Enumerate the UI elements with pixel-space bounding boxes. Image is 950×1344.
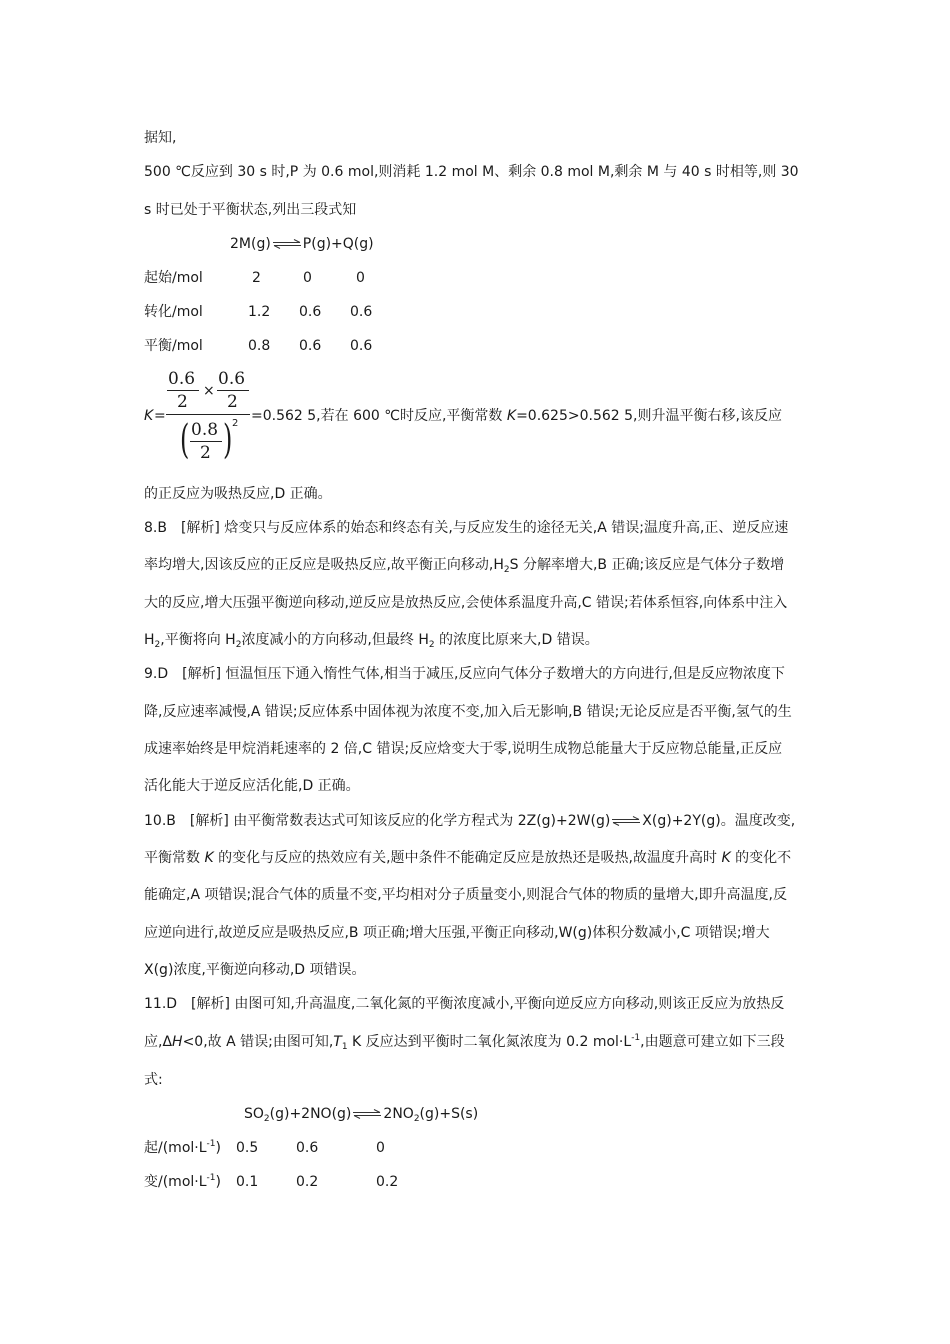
answer-11-line: 式:	[144, 1072, 163, 1088]
equation-2: $SO_2(g)+2NO(g)$ $2NO_2(g)+S(s)$	[244, 1106, 479, 1124]
table-cell: 0.6	[299, 304, 322, 320]
table-cell: 1.2	[248, 304, 271, 320]
inner-denominator: 2	[200, 443, 211, 463]
times-sign: ×	[203, 383, 215, 399]
exponent: 2	[232, 418, 239, 429]
equilibrium-arrow-icon	[352, 1109, 382, 1119]
table-cell: 0.6	[296, 1140, 319, 1156]
table-cell: 0.2	[376, 1174, 399, 1190]
k-tail: =0.562 5,若在 600 ℃时反应,平衡常数 K=0.625>0.562 5,则升温平衡右移,该反应	[251, 408, 782, 424]
right-paren: )	[223, 417, 233, 463]
table-cell: 0.8	[248, 338, 271, 354]
answer-9-line: 成速率始终是甲烷消耗速率的 2 倍,C 错误;反应焓变大于零,说明生成物总能量大于反应物总能量,正反应	[144, 741, 783, 757]
equilibrium-arrow-icon	[272, 239, 302, 249]
denominator-value: 2	[227, 392, 238, 412]
answer-10-line: 能确定,A 项错误;混合气体的质量不变,平均相对分子质量变小,则混合气体的物质的量增大,即升高温度,反	[144, 887, 787, 903]
equation-1: 2M(g) P(g)+Q(g)	[230, 236, 374, 252]
answer-10-line: X(g)浓度,平衡逆向移动,D 项错误。	[144, 962, 366, 978]
denominator-value: 2	[177, 392, 188, 412]
table-cell: 0.5	[236, 1140, 259, 1156]
answer-9-line: 降,反应速率减慢,A 错误;反应体系中固体视为浓度不变,加入后无影响,B 错误;无论反应是否平衡,氢气的生	[144, 704, 792, 720]
row-label: 平衡/mol	[144, 338, 203, 354]
numerator-value: 0.6	[218, 369, 246, 389]
table-cell: 0.6	[299, 338, 322, 354]
table-cell: 0	[303, 270, 312, 286]
numerator-value: 0.6	[168, 369, 196, 389]
table-cell: 0.6	[350, 338, 373, 354]
row-label: 起始/mol	[144, 270, 203, 286]
answer-8-line: 8.B [解析] 焓变只与反应体系的始态和终态有关,与反应发生的途径无关,A 错误;温度升高,正、逆反应速	[144, 520, 789, 536]
row-label: 转化/mol	[144, 304, 203, 320]
answer-8-line: 率均增大,因该反应的正反应是吸热反应,故平衡正向移动$,H_2S$ 分解率增大,B 正确;该反应是气体分子数增	[144, 557, 785, 575]
text-line: 据知,	[144, 130, 177, 146]
answer-8-line: $H_2$,平衡将向 $H_2$浓度减小的方向移动,但最终 $H_2$ 的浓度比原来大,D 错误。	[144, 632, 599, 650]
equals-sign: =	[154, 408, 166, 424]
fraction-bar	[167, 390, 199, 391]
fraction-bar	[217, 390, 249, 391]
left-paren: (	[180, 417, 190, 463]
answer-11-line: 11.D [解析] 由图可知,升高温度,二氧化氮的平衡浓度减小,平衡向逆反应方向移动,则该正反应为放热反	[144, 996, 785, 1012]
inner-numerator: 0.8	[191, 420, 219, 440]
answer-9-line: 9.D [解析] 恒温恒压下通入惰性气体,相当于减压,反应向气体分子数增大的方向进行,但是反应物浓度下	[144, 666, 785, 682]
table-cell: 0	[376, 1140, 385, 1156]
row-label: 起$/(mol\cdot L^{-1})$	[144, 1139, 221, 1156]
text-line: s 时已处于平衡状态,列出三段式知	[144, 202, 357, 218]
answer-8-line: 大的反应,增大压强平衡逆向移动,逆反应是放热反应,会使体系温度升高,C 错误;若体系恒容,向体系中注入	[144, 595, 788, 611]
table-cell: 0.6	[350, 304, 373, 320]
answer-10-line: 应逆向进行,故逆反应是吸热反应,B 项正确;增大压强,平衡正向移动,W(g)体积分数减小,C 项错误;增大	[144, 925, 770, 941]
text-line: 的正反应为吸热反应,D 正确。	[144, 486, 332, 502]
fraction-bar	[190, 441, 222, 442]
equilibrium-arrow-icon	[611, 816, 641, 826]
table-cell: 0	[356, 270, 365, 286]
text-line: 500 ℃反应到 30 s 时,P 为 0.6 mol,则消耗 1.2 mol M、剩余 0.8 mol M,剩余 M 与 40 s 时相等,则 30	[144, 164, 799, 180]
row-label: 变$/(mol\cdot L^{-1})$	[144, 1173, 221, 1190]
table-cell: 0.2	[296, 1174, 319, 1190]
k-symbol: K	[144, 408, 154, 424]
answer-10-line: 平衡常数 K 的变化与反应的热效应有关,题中条件不能确定反应是放热还是吸热,故温度升高时 K 的变化不	[144, 850, 792, 866]
answer-11-line: 应,ΔH<0,故 A 错误;由图可知$,T_1$ K 反应达到平衡时二氧化氮浓度为 0.2 $mol\cdot L^{-1}$,由题意可建立如下三段	[144, 1033, 785, 1052]
answer-10-line: 10.B [解析] 由平衡常数表达式可知该反应的化学方程式为 2Z(g)+2W(g) X(g)+2Y(g)。温度改变,	[144, 813, 796, 829]
answer-9-line: 活化能大于逆反应活化能,D 正确。	[144, 778, 360, 794]
table-cell: 2	[252, 270, 261, 286]
table-cell: 0.1	[236, 1174, 259, 1190]
